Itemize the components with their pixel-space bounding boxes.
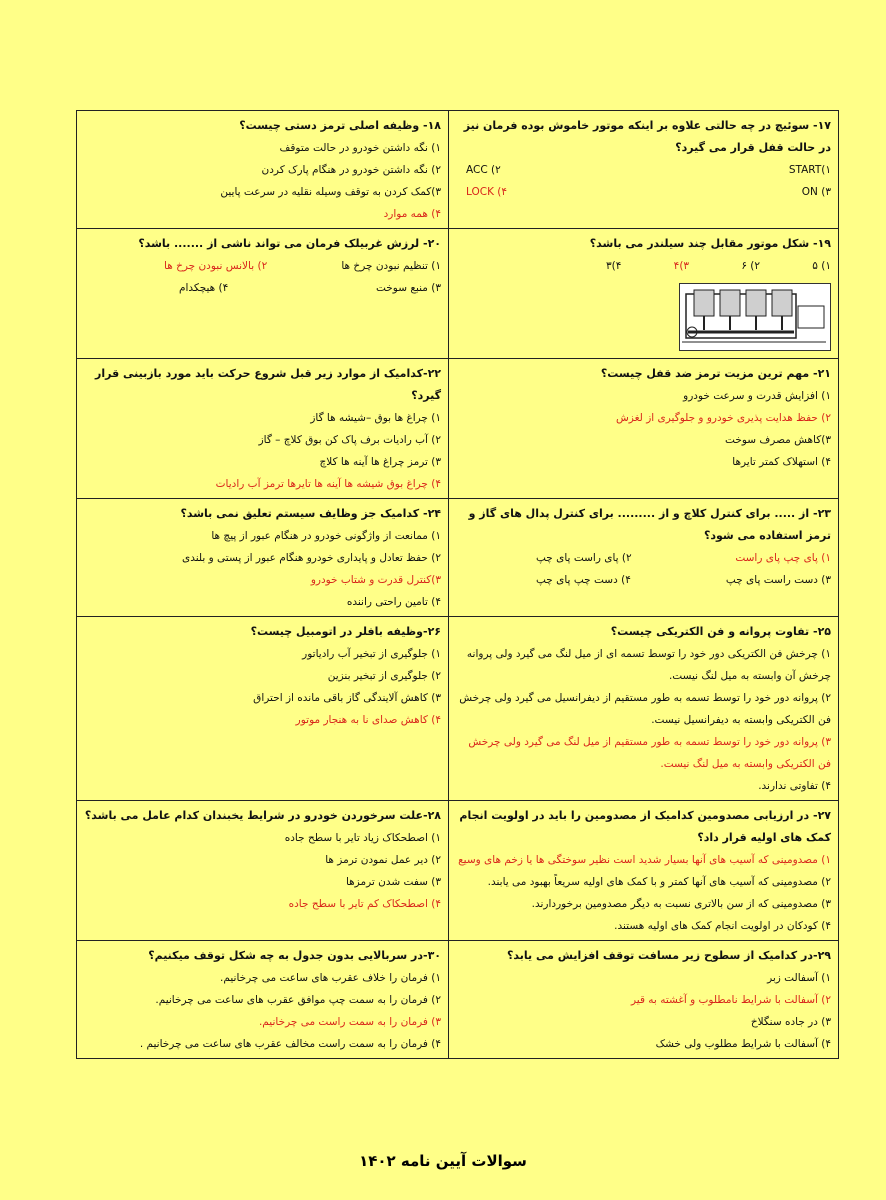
question-21 bbox=[449, 359, 839, 499]
option-4-answer: LOCK (۴ bbox=[466, 186, 508, 198]
question-text: ۲۷- در ارزیابی مصدومین کدامیک از مصدومین را باید در اولویت انجام کمک های اولیه قرار داد؟ bbox=[459, 809, 831, 844]
question-text: ۲۵- تفاوت پروانه و فن الکتریکی چیست؟ bbox=[610, 625, 831, 638]
option-3: ۳) منبع سوخت bbox=[376, 282, 441, 294]
option-4: ۴) دست چپ پای چپ bbox=[536, 574, 631, 586]
question-26 bbox=[77, 617, 449, 801]
option-4-answer: ۴) کاهش صدای نا به هنجار موتور bbox=[295, 714, 441, 726]
option-4: ۴) تامین راحتی راننده bbox=[346, 596, 441, 608]
table-row bbox=[77, 229, 839, 359]
option-4: ۴) تفاوتی ندارند. bbox=[758, 780, 831, 792]
question-24 bbox=[77, 499, 449, 617]
option-4-answer: ۴) اصطحکاک کم تایر با سطح جاده bbox=[288, 898, 441, 910]
option-4: ۴)۳ bbox=[606, 260, 622, 272]
question-text: ۲۳- از ..... برای کنترل کلاچ و از ......... برای کنترل پدال های گاز و ترمز استفاده می شود؟ bbox=[468, 507, 831, 542]
question-18 bbox=[77, 111, 449, 229]
option-1: ۱) نگه داشتن خودرو در حالت متوقف bbox=[279, 142, 441, 154]
option-3: ON (۳ bbox=[801, 186, 831, 198]
question-text: ۲۸-علت سرخوردن خودرو در شرایط یخبندان کدام عامل می باشد؟ bbox=[84, 809, 441, 822]
option-4: ۴) استهلاک کمتر تایرها bbox=[732, 456, 831, 468]
option-2: ۲) نگه داشتن خودرو در هنگام پارک کردن bbox=[261, 164, 441, 176]
option-3: ۳)کاهش مصرف سوخت bbox=[725, 434, 831, 446]
option-1: ۱) تنظیم نبودن چرخ ها bbox=[341, 260, 441, 272]
page-title: سوالات آیین نامه ۱۴۰۲ bbox=[359, 1152, 527, 1170]
option-2: ۲) دیر عمل نمودن ترمز ها bbox=[325, 854, 441, 866]
table-row bbox=[77, 617, 839, 801]
option-3: ۳) ترمز چراغ ها آینه ها کلاچ bbox=[319, 456, 441, 468]
table-row bbox=[77, 801, 839, 941]
option-2: ۲) ۶ bbox=[741, 260, 761, 272]
option-2: ۲) پروانه دور خود را توسط تسمه به طور مستقیم از دیفرانسیل می گیرد ولی چرخش فن الکتریکی وابسته به دیفرانسیل نیست. bbox=[459, 692, 831, 726]
question-23 bbox=[449, 499, 839, 617]
question-text: ۱۹- شکل موتور مقابل چند سیلندر می باشد؟ bbox=[589, 237, 831, 250]
option-2: ۲) جلوگیری از تبخیر بنزین bbox=[327, 670, 441, 682]
option-1: ۱) ممانعت از واژگونی خودرو در هنگام عبور از پیچ ها bbox=[211, 530, 441, 542]
question-text: ۱۸- وظیفه اصلی ترمز دستی چیست؟ bbox=[239, 119, 441, 132]
question-28 bbox=[77, 801, 449, 941]
table-row bbox=[77, 111, 839, 229]
question-text: ۲۲-کدامیک از موارد زیر قبل شروع حرکت باید مورد بازبینی قرار گیرد؟ bbox=[95, 367, 441, 402]
option-4: ۴) فرمان را به سمت راست مخالف عقرب های ساعت می چرخانیم . bbox=[139, 1038, 441, 1050]
question-19 bbox=[449, 229, 839, 359]
option-1-answer: ۱) مصدومینی که آسیب های آنها بسیار شدید است نظیر سوختگی ها یا زخم های وسیع bbox=[458, 854, 831, 866]
option-3-answer: ۳)۴ bbox=[673, 260, 690, 272]
table-row bbox=[77, 941, 839, 1059]
option-3: ۳) دست راست پای چپ bbox=[725, 574, 831, 586]
option-3-answer: ۳)کنترل قدرت و شتاب خودرو bbox=[310, 574, 441, 586]
option-2-answer: ۲) آسفالت با شرایط نامطلوب و آغشته به قیر bbox=[630, 994, 831, 1006]
option-1: ۱) آسفالت زبر bbox=[767, 972, 831, 984]
option-3: ۳) کاهش آلایندگی گاز باقی مانده از احتراق bbox=[253, 692, 441, 704]
option-2-answer: ۲) حفظ هدایت پذیری خودرو و جلوگیری از لغزش bbox=[615, 412, 831, 424]
option-3: ۳) در جاده سنگلاخ bbox=[750, 1016, 831, 1028]
option-2: ۲) مصدومینی که آسیب های آنها کمتر و با کمک های اولیه سریعاً بهبود می یابند. bbox=[487, 876, 831, 888]
option-1: ۱) چراغ ها بوق –شیشه ها گاز bbox=[310, 412, 441, 424]
option-3: ۳)کمک کردن به توقف وسیله نقلیه در سرعت پایین bbox=[220, 186, 441, 198]
question-22 bbox=[77, 359, 449, 499]
engine-cutaway-icon bbox=[679, 283, 831, 351]
option-1: ۱) افزایش قدرت و سرعت خودرو bbox=[683, 390, 831, 402]
question-29 bbox=[449, 941, 839, 1059]
option-2: ACC (۲ bbox=[466, 164, 501, 176]
option-4-answer: ۴) همه موارد bbox=[383, 208, 441, 220]
option-3-answer: ۳) پروانه دور خود را توسط تسمه به طور مستقیم از میل لنگ می گیرد ولی چرخش فن الکتریکی وابسته به میل لنگ نیست. bbox=[468, 736, 831, 770]
option-1: START(۱ bbox=[788, 164, 831, 176]
question-20 bbox=[77, 229, 449, 359]
question-text: ۲۹-در کدامیک از سطوح زیر مسافت توقف افزایش می یابد؟ bbox=[507, 949, 831, 962]
option-4: ۴) هیچکدام bbox=[179, 282, 229, 294]
option-2-answer: ۲) بالانس نبودن چرخ ها bbox=[164, 260, 268, 272]
option-3: ۳) سفت شدن ترمزها bbox=[345, 876, 441, 888]
option-1-answer: ۱) پای چپ پای راست bbox=[735, 552, 831, 564]
question-text: ۱۷- سوئیچ در چه حالتی علاوه بر اینکه موتور خاموش بوده فرمان نیز در حالت قفل قرار می گیرد؟ bbox=[463, 119, 831, 154]
question-text: ۲۰- لرزش غربیلک فرمان می تواند ناشی از ....... باشد؟ bbox=[138, 237, 441, 250]
option-1: ۱) جلوگیری از تبخیر آب رادیاتور bbox=[302, 648, 441, 660]
option-1: ۱) چرخش فن الکتریکی دور خود را توسط تسمه ای از میل لنگ می گیرد ولی پروانه چرخش آن وابسته به میل لنگ نیست. bbox=[466, 648, 831, 682]
option-3: ۳) مصدومینی که از سن بالاتری نسبت به دیگر مصدومین برخوردارند. bbox=[531, 898, 831, 910]
question-30 bbox=[77, 941, 449, 1059]
question-text: ۳۰-در سربالایی بدون جدول به چه شکل توقف میکنیم؟ bbox=[148, 949, 441, 962]
option-1: ۱) فرمان را خلاف عقرب های ساعت می چرخانیم. bbox=[220, 972, 441, 984]
question-25 bbox=[449, 617, 839, 801]
option-2: ۲) پای راست پای چپ bbox=[536, 552, 632, 564]
question-text: ۲۴- کدامیک جز وظایف سیستم تعلیق نمی باشد؟ bbox=[180, 507, 441, 520]
option-2: ۲) فرمان را به سمت چپ موافق عقرب های ساعت می چرخانیم. bbox=[155, 994, 441, 1006]
option-4: ۴) آسفالت با شرایط مطلوب ولی خشک bbox=[655, 1038, 831, 1050]
option-3-answer: ۳) فرمان را به سمت راست می چرخانیم. bbox=[258, 1016, 441, 1028]
option-4: ۴) کودکان در اولویت انجام کمک های اولیه هستند. bbox=[614, 920, 831, 932]
option-1: ۱) ۵ bbox=[812, 260, 831, 272]
table-row bbox=[77, 499, 839, 617]
option-4-answer: ۴) چراغ بوق شیشه ها آینه ها تایرها ترمز آب رادیات bbox=[215, 478, 441, 490]
question-text: ۲۶-وظیفه بافلر در اتومبیل چیست؟ bbox=[250, 625, 441, 638]
table-row bbox=[77, 359, 839, 499]
question-17 bbox=[449, 111, 839, 229]
question-27 bbox=[449, 801, 839, 941]
option-2: ۲) حفظ تعادل و پایداری خودرو هنگام عبور از پستی و بلندی bbox=[182, 552, 441, 564]
question-text: ۲۱- مهم ترین مزیت ترمز ضد قفل چیست؟ bbox=[600, 367, 831, 380]
option-2: ۲) آب رادیات برف پاک کن بوق کلاچ – گاز bbox=[258, 434, 441, 446]
option-1: ۱) اصطحکاک زیاد تایر با سطح جاده bbox=[284, 832, 441, 844]
question-table bbox=[76, 110, 839, 1059]
